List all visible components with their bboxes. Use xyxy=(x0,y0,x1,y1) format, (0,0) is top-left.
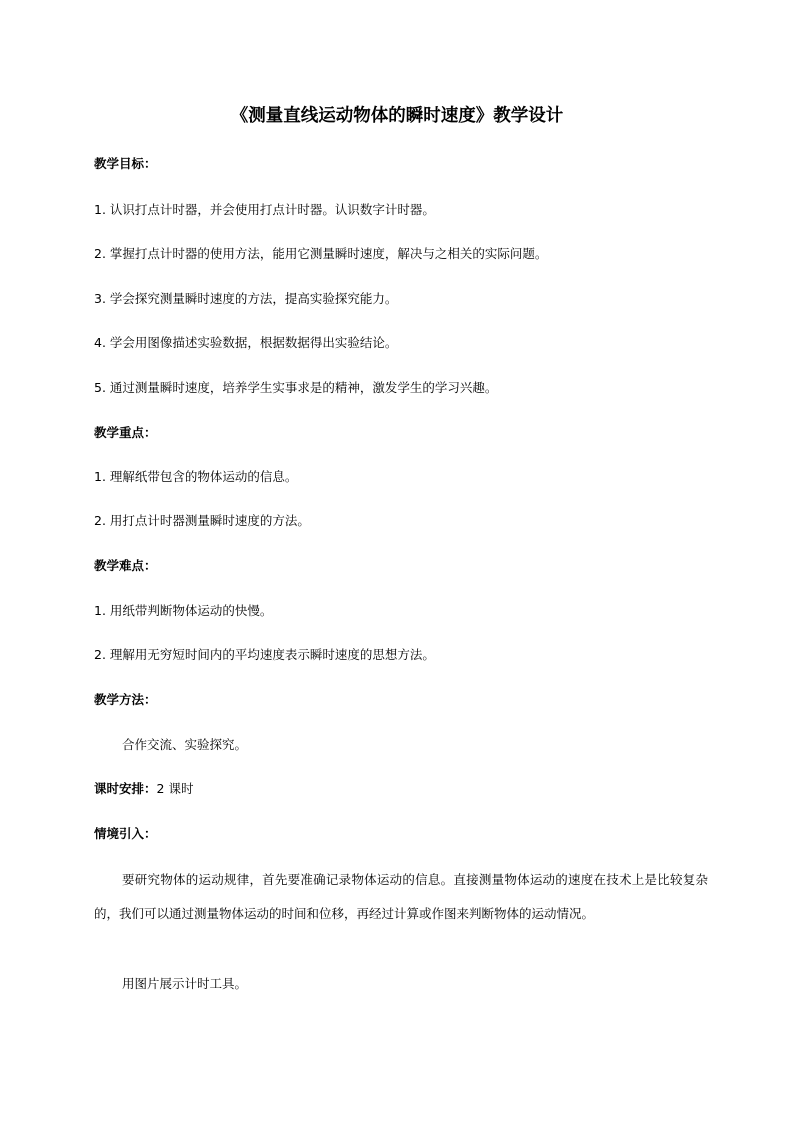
schedule-text: 2 课时 xyxy=(156,781,194,796)
difficulty-item-1: 1. 用纸带判断物体运动的快慢。 xyxy=(94,603,273,618)
key-point-item-2: 2. 用打点计时器测量瞬时速度的方法。 xyxy=(94,513,310,528)
key-points-heading: 教学重点： xyxy=(94,425,157,440)
objectives-heading: 教学目标： xyxy=(94,156,157,171)
document-title: 《测量直线运动物体的瞬时速度》教学设计 xyxy=(230,106,564,126)
methods-text: 合作交流、实验探究。 xyxy=(122,737,248,752)
objective-item-1: 1. 认识打点计时器，并会使用打点计时器。认识数字计时器。 xyxy=(94,202,435,217)
methods-heading: 教学方法： xyxy=(94,692,157,707)
difficulties-heading: 教学难点： xyxy=(94,558,157,573)
objective-item-2: 2. 掌握打点计时器的使用方法，能用它测量瞬时速度，解决与之相关的实际问题。 xyxy=(94,246,548,261)
intro-heading: 情境引入： xyxy=(94,826,157,841)
difficulty-item-2: 2. 理解用无穷短时间内的平均速度表示瞬时速度的思想方法。 xyxy=(94,647,435,662)
schedule-line xyxy=(94,780,193,798)
objective-item-4: 4. 学会用图像描述实验数据，根据数据得出实验结论。 xyxy=(94,335,398,350)
objective-item-3: 3. 学会探究测量瞬时速度的方法，提高实验探究能力。 xyxy=(94,291,398,306)
objective-item-5: 5. 通过测量瞬时速度，培养学生实事求是的精神，激发学生的学习兴趣。 xyxy=(94,380,498,395)
intro-last-line: 用图片展示计时工具。 xyxy=(122,976,248,991)
intro-paragraph: 要研究物体的运动规律，首先要准确记录物体运动的信息。直接测量物体运动的速度在技术上是比较复杂的，我们可以通过测量物体运动的时间和位移，再经过计算或作图来判断物体的运动情况。 xyxy=(94,872,708,921)
schedule-heading: 课时安排： xyxy=(94,781,157,796)
key-point-item-1: 1. 理解纸带包含的物体运动的信息。 xyxy=(94,469,298,484)
